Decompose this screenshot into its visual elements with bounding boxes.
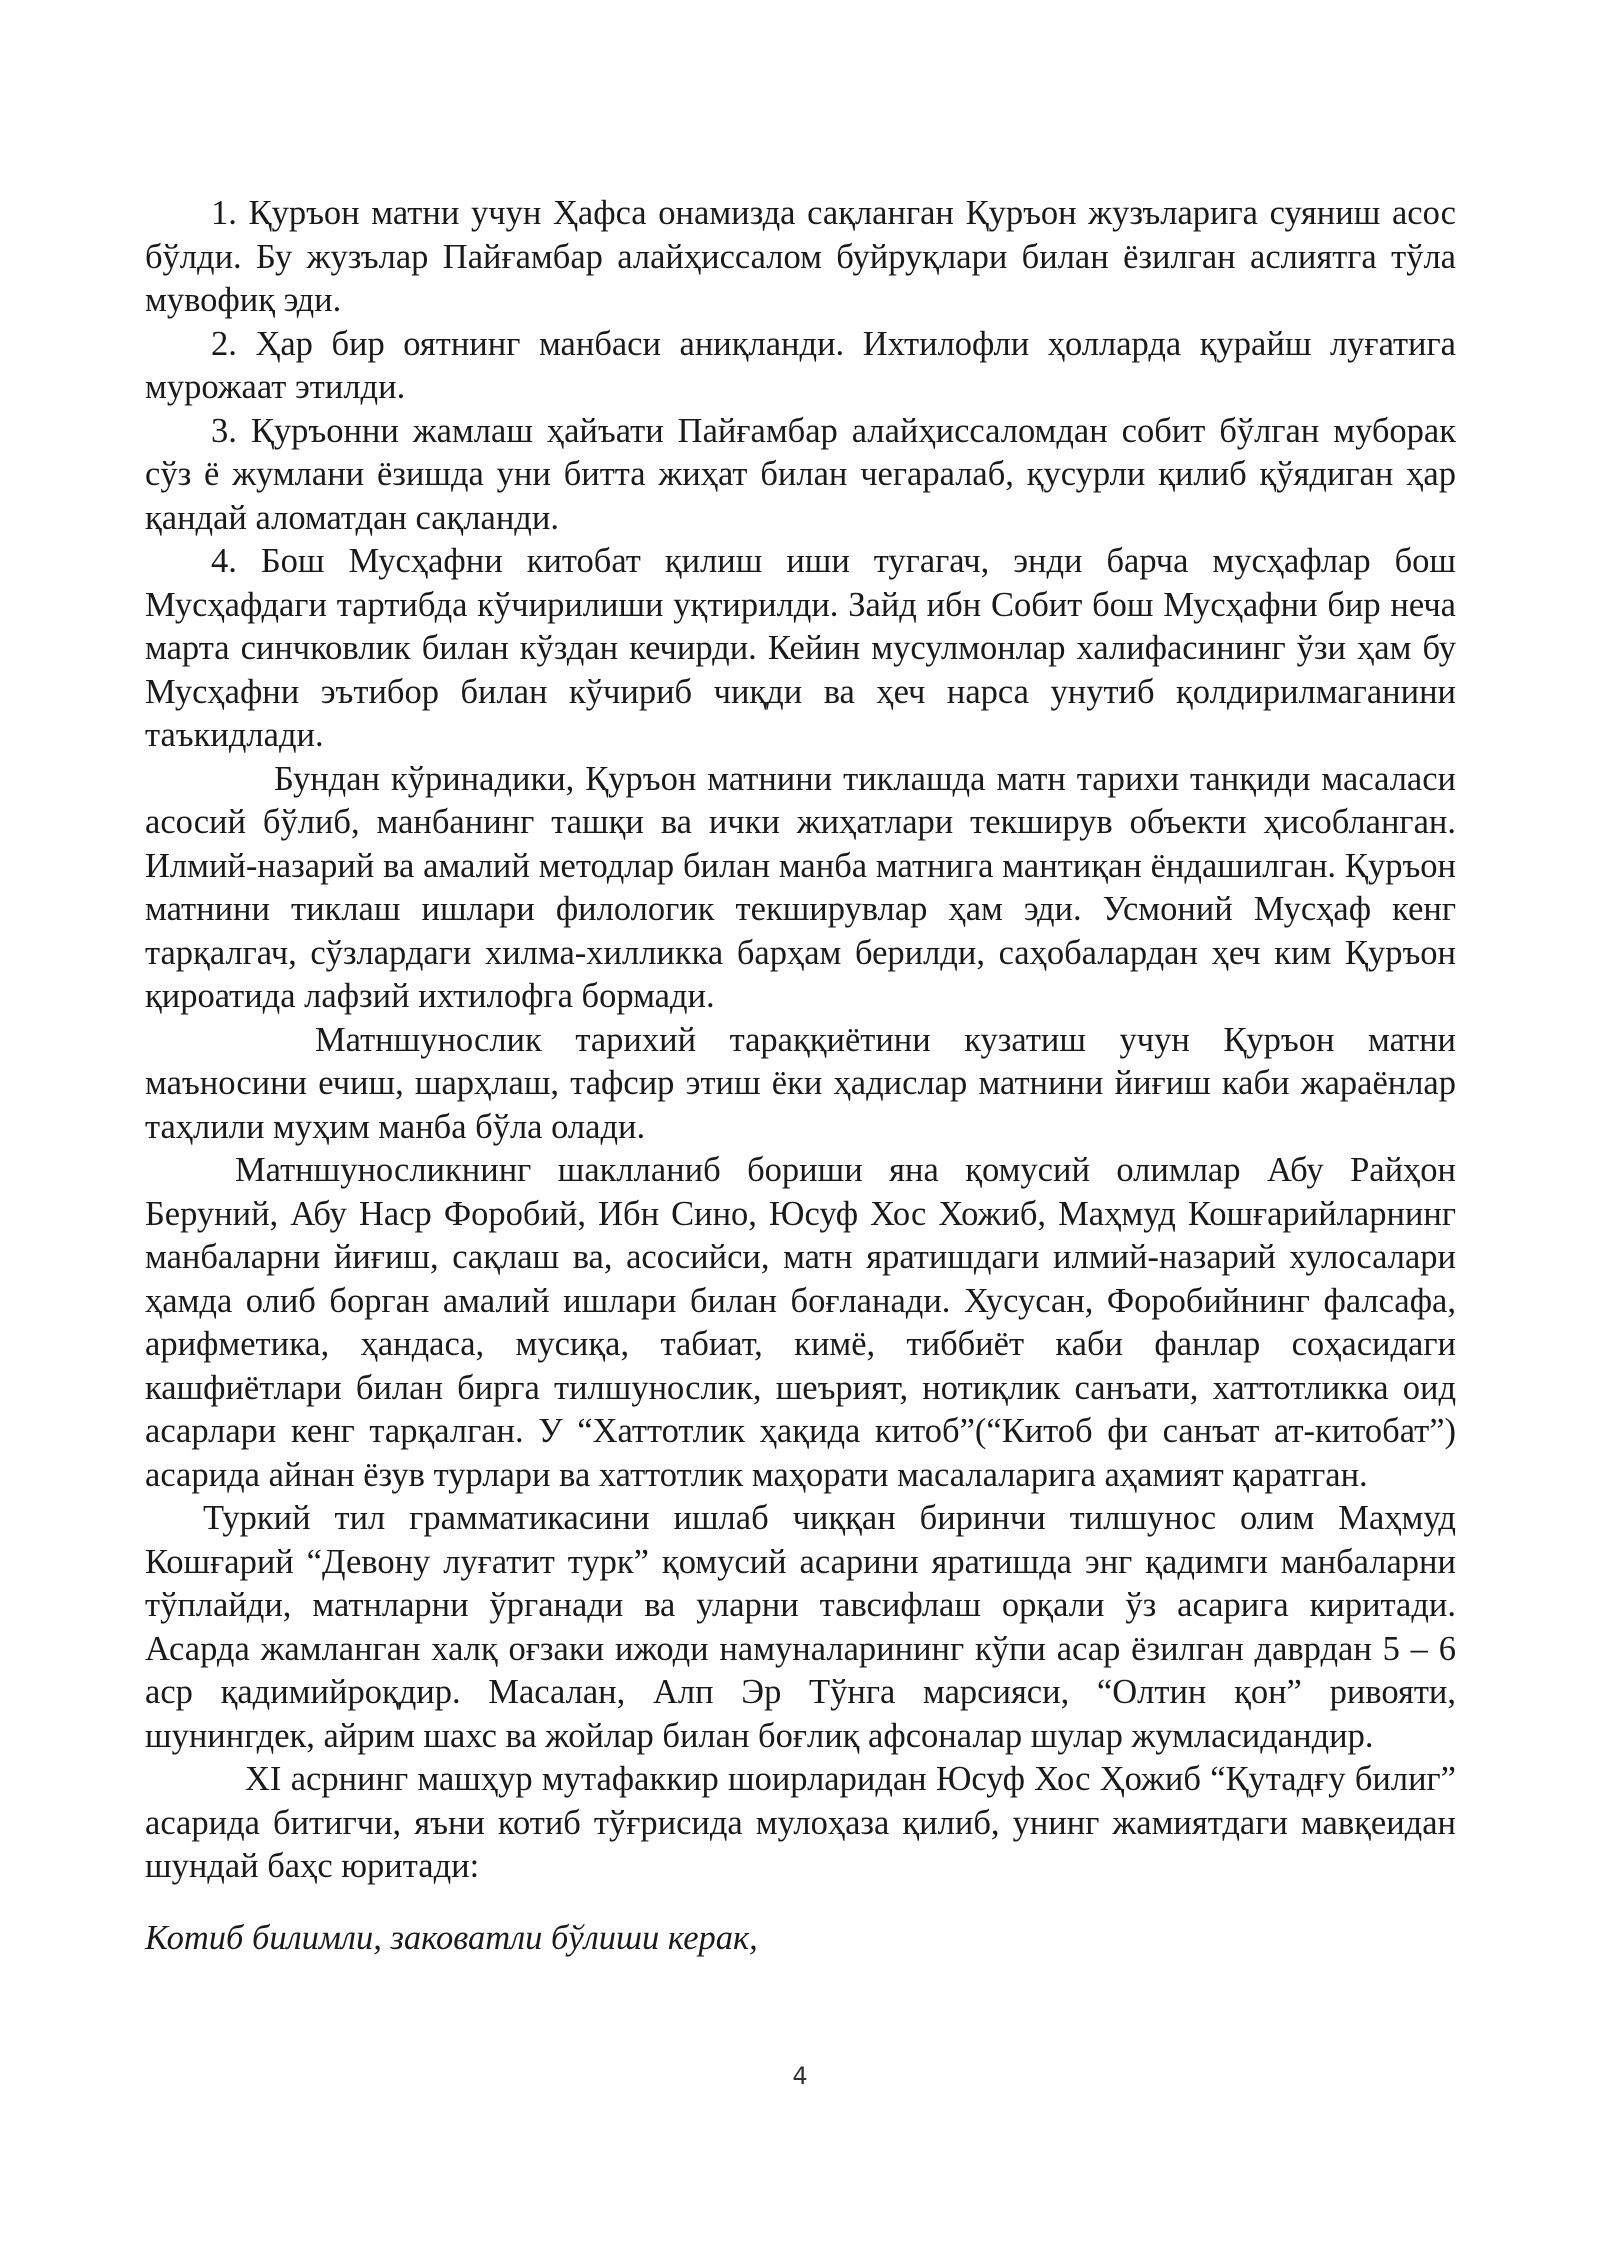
paragraph-textology-history: Матншунослик тарихий тараққиётини кузатиш учун Қуръон матни маъносини ечиш, шарҳлаш, тафсир этиш ёки ҳадислар матнини йиғиш каби жараёнлар таҳлили муҳим манба бўла олади. — [145, 1020, 1456, 1146]
paragraph-yusuf-khos-hojib: XI асрнинг машҳур мутафаккир шоирларидан Юсуф Хос Ҳожиб “Қутадғу билиг” асарида битигчи, яъни котиб тўғрисида мулоҳаза қилиб, унинг жамиятдаги мавқеидан шундай баҳс юритади: — [145, 1760, 1456, 1885]
page-number: 4 — [792, 2062, 808, 2090]
paragraph-kashgari: Туркий тил грамматикасини ишлаб чиққан биринчи тилшунос олим Маҳмуд Кошғарий “Девону луғатит турк” қомусий асарини яратишда энг қадимги манбаларни тўплайди, матнларни ўрганади ва уларни тавсифлаш орқали ўз асарига киритади. Асарда жамланган халқ оғзаки ижоди намуналарининг кўпи асар ёзилган даврдан 5 – 6 аср қадимийроқдир. Масалан, Алп Эр Тўнга марсияси, “Олтин қон” ривояти, шунингдек, айрим шахс ва жойлар билан боғлиқ афсоналар шулар жумласидандир. — [145, 1499, 1456, 1755]
paragraph-point-4: 4. Бош Мусҳафни китобат қилиш иши тугагач, энди барча мусҳафлар бош Мусҳафдаги тартибда кўчирилиши уқтирилди. Зайд ибн Собит бош Мусҳафни бир неча марта синчковлик билан кўздан кечирди. Кейин мусулмонлар халифасининг ўзи ҳам бу Мусҳафни эътибор билан кўчириб чиқди ва ҳеч нарса унутиб қолдирилмаганини таъкидлади. — [145, 542, 1456, 754]
paragraph-conclusion: Бундан кўринадики, Қуръон матнини тиклашда матн тарихи танқиди масаласи асосий бўлиб, манбанинг ташқи ва ички жиҳатлари текширув объекти ҳисобланган. Илмий-назарий ва амалий методлар билан манба матнига мантиқан ёндашилган. Қуръон матнини тиклаш ишлари филологик текширувлар ҳам эди. Усмоний Мусҳаф кенг тарқалгач, сўзлардаги хилма-хилликка барҳам берилди, саҳобалардан ҳеч ким Қуръон қироатида лафзий ихтилофга бормади. — [145, 759, 1456, 1015]
document-body — [145, 192, 1456, 1960]
paragraph-point-2: 2. Ҳар бир оятнинг манбаси аниқланди. Ихтилофли ҳолларда қурайш луғатига мурожаат этилди. — [145, 324, 1456, 406]
paragraph-encyclopedic-scholars: Матншуносликнинг шаклланиб бориши яна қомусий олимлар Абу Райҳон Беруний, Абу Наср Форобий, Ибн Сино, Юсуф Хос Хожиб, Маҳмуд Кошғарийларнинг манбаларни йиғиш, сақлаш ва, асосийси, матн яратишдаги илмий-назарий хулосалари ҳамда олиб борган амалий ишлари билан боғланади. Хусусан, Форобийнинг фалсафа, арифметика, ҳандаса, мусиқа, табиат, кимё, тиббиёт каби фанлар соҳасидаги кашфиётлари билан бирга тилшунослик, шеърият, нотиқлик санъати, хаттотликка оид асарлари кенг тарқалган. У “Хаттотлик ҳақида китоб”(“Китоб фи санъат ат-китобат”) асарида айнан ёзув турлари ва хаттотлик маҳорати масалаларига аҳамият қаратган. — [145, 1151, 1456, 1494]
paragraph-point-3: 3. Қуръонни жамлаш ҳайъати Пайғамбар алайҳиссаломдан собит бўлган муборак сўз ё жумлани ёзишда уни битта жиҳат билан чегаралаб, қусурли қилиб қўядиган ҳар қандай аломатдан сақланди. — [145, 411, 1456, 537]
verse-quote: Котиб билимли, заковатли бўлиши керак, — [145, 1918, 758, 1957]
paragraph-point-1: 1. Қуръон матни учун Ҳафса онамизда сақланган Қуръон жузъларига суяниш асос бўлди. Бу жузълар Пайғамбар алайҳиссалом буйруқлари билан ёзилган аслиятга тўла мувофиқ эди. — [145, 194, 1456, 319]
